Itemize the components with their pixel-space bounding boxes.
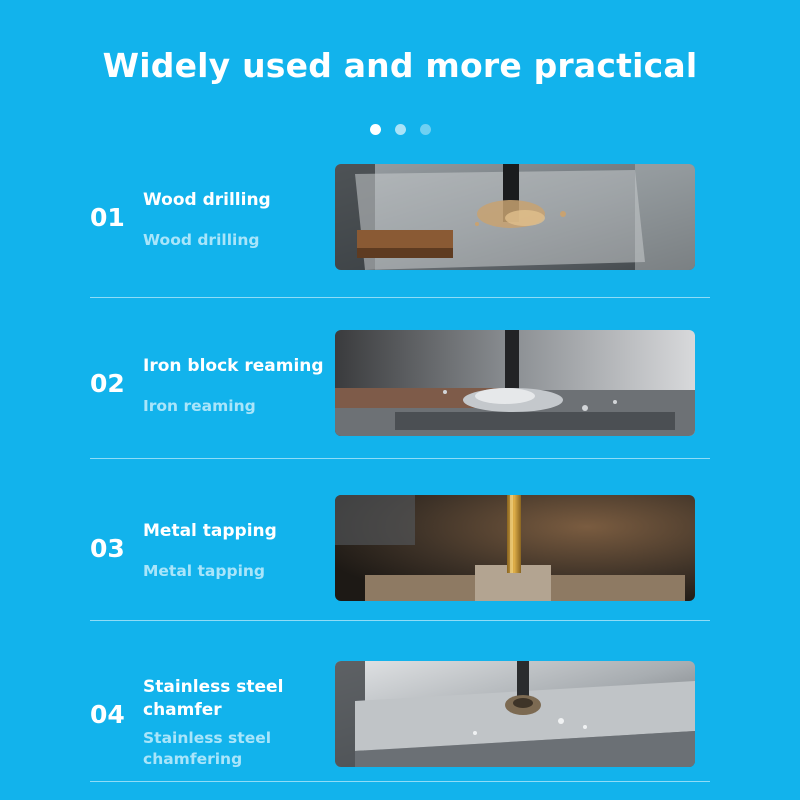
pagination-dot-3[interactable] — [420, 124, 431, 135]
application-subtitle: Wood drilling — [143, 231, 260, 249]
row-divider — [90, 458, 710, 459]
application-number: 02 — [90, 369, 125, 398]
wood-drilling-photo — [335, 164, 695, 270]
carousel-pagination — [0, 124, 800, 135]
steel-chamfer-photo — [335, 661, 695, 767]
application-subtitle: Stainless steel chamfering — [143, 729, 272, 768]
application-row-steel-chamfer — [90, 660, 710, 792]
application-row-iron-reaming — [90, 329, 710, 461]
application-subtitle: Metal tapping — [143, 562, 266, 580]
row-divider — [90, 297, 710, 298]
application-number: 01 — [90, 203, 125, 232]
application-number: 03 — [90, 534, 125, 563]
application-title: Stainless steel chamfer — [143, 677, 284, 720]
application-title: Wood drilling — [143, 190, 271, 210]
application-number: 04 — [90, 700, 125, 729]
row-divider — [90, 781, 710, 782]
pagination-dot-1[interactable] — [370, 124, 381, 135]
row-divider — [90, 620, 710, 621]
application-row-metal-tapping — [90, 494, 710, 626]
pagination-dot-2[interactable] — [395, 124, 406, 135]
metal-tapping-photo — [335, 495, 695, 601]
application-title: Iron block reaming — [143, 356, 324, 376]
application-row-wood-drilling — [90, 163, 710, 295]
iron-reaming-photo — [335, 330, 695, 436]
page-title: Widely used and more practical — [102, 46, 698, 85]
application-title: Metal tapping — [143, 521, 277, 541]
application-subtitle: Iron reaming — [143, 397, 256, 415]
